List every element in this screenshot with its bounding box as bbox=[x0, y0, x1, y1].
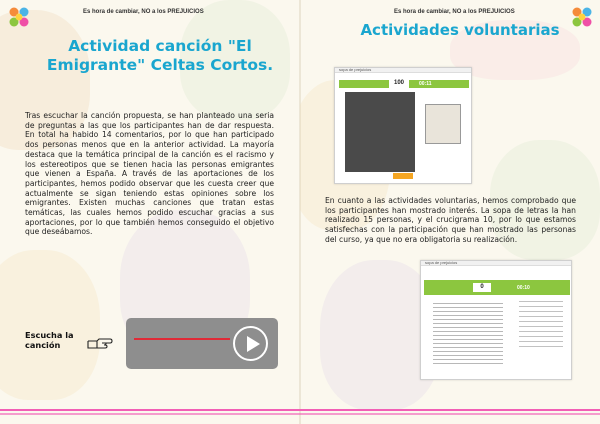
right-page bbox=[300, 0, 600, 424]
check-button[interactable] bbox=[393, 173, 413, 179]
hands-logo-icon bbox=[8, 6, 30, 28]
listen-label: Escucha la canción bbox=[25, 330, 74, 350]
play-icon[interactable] bbox=[233, 326, 268, 361]
window-title: sopa de prejuicios bbox=[425, 260, 458, 265]
progress-bar[interactable] bbox=[134, 338, 230, 340]
header-text: Es hora de cambiar, NO a los PREJUICIOS bbox=[83, 9, 204, 15]
window-bar bbox=[335, 68, 471, 73]
audio-player[interactable] bbox=[126, 318, 278, 369]
pointing-hand-icon bbox=[87, 336, 113, 350]
header-text: Es hora de cambiar, NO a los PREJUICIOS bbox=[394, 9, 515, 15]
word-list bbox=[519, 301, 563, 351]
crossword-grid bbox=[345, 92, 415, 172]
crossword-clue-image bbox=[425, 104, 461, 144]
hand-print-decoration bbox=[0, 250, 100, 400]
body-paragraph: En cuanto a las actividades voluntarias, hemos comprobado que los participantes han mostrado interés. La sopa de letras la han realizado 15 personas, y el crucigrama 10, por lo que estamos satisfechas con la participación que han mostrado las personas del curso, ya que no era obligatoria su realización. bbox=[325, 196, 576, 244]
timer-display: 00:11 bbox=[419, 81, 432, 87]
timer-display: 00:10 bbox=[517, 285, 530, 291]
score-display: 100 bbox=[389, 79, 409, 88]
score-display: 0 bbox=[473, 283, 491, 292]
window-title: sopa de prejuicios bbox=[339, 67, 372, 72]
game-header bbox=[424, 280, 570, 295]
body-paragraph: Tras escuchar la canción propuesta, se han planteado una seria de preguntas a las que los participantes han de dar respuesta. En total ha habido 14 comentarios, por lo que han participado dos personas menos que en la anterior actividad. La mayoría destaca que la temática principal de la canción es el racismo y los estereotipos que se tienen hacia las personas emigrantes que vienen a España. A través de las aportaciones de los participantes, hemos podido observar que les cuesta creer que actualmente se sigan teniendo estas opiniones sobre los emigrantes. Existen muchas canciones que tratan estas temáticas, las cuales hemos podido escuchar gracias a sus aportaciones, por lo que también hemos conseguido el objetivo que deseábamos. bbox=[25, 111, 274, 237]
footer-line bbox=[0, 413, 600, 415]
wordsearch-screenshot bbox=[420, 260, 572, 380]
page-title: Actividad canción "El Emigrante" Celtas Cortos. bbox=[46, 37, 274, 74]
crossword-screenshot bbox=[334, 67, 472, 184]
page-title: Actividades voluntarias bbox=[360, 21, 560, 39]
window-bar bbox=[421, 261, 571, 266]
footer-line bbox=[0, 409, 600, 411]
letter-grid bbox=[433, 301, 503, 367]
